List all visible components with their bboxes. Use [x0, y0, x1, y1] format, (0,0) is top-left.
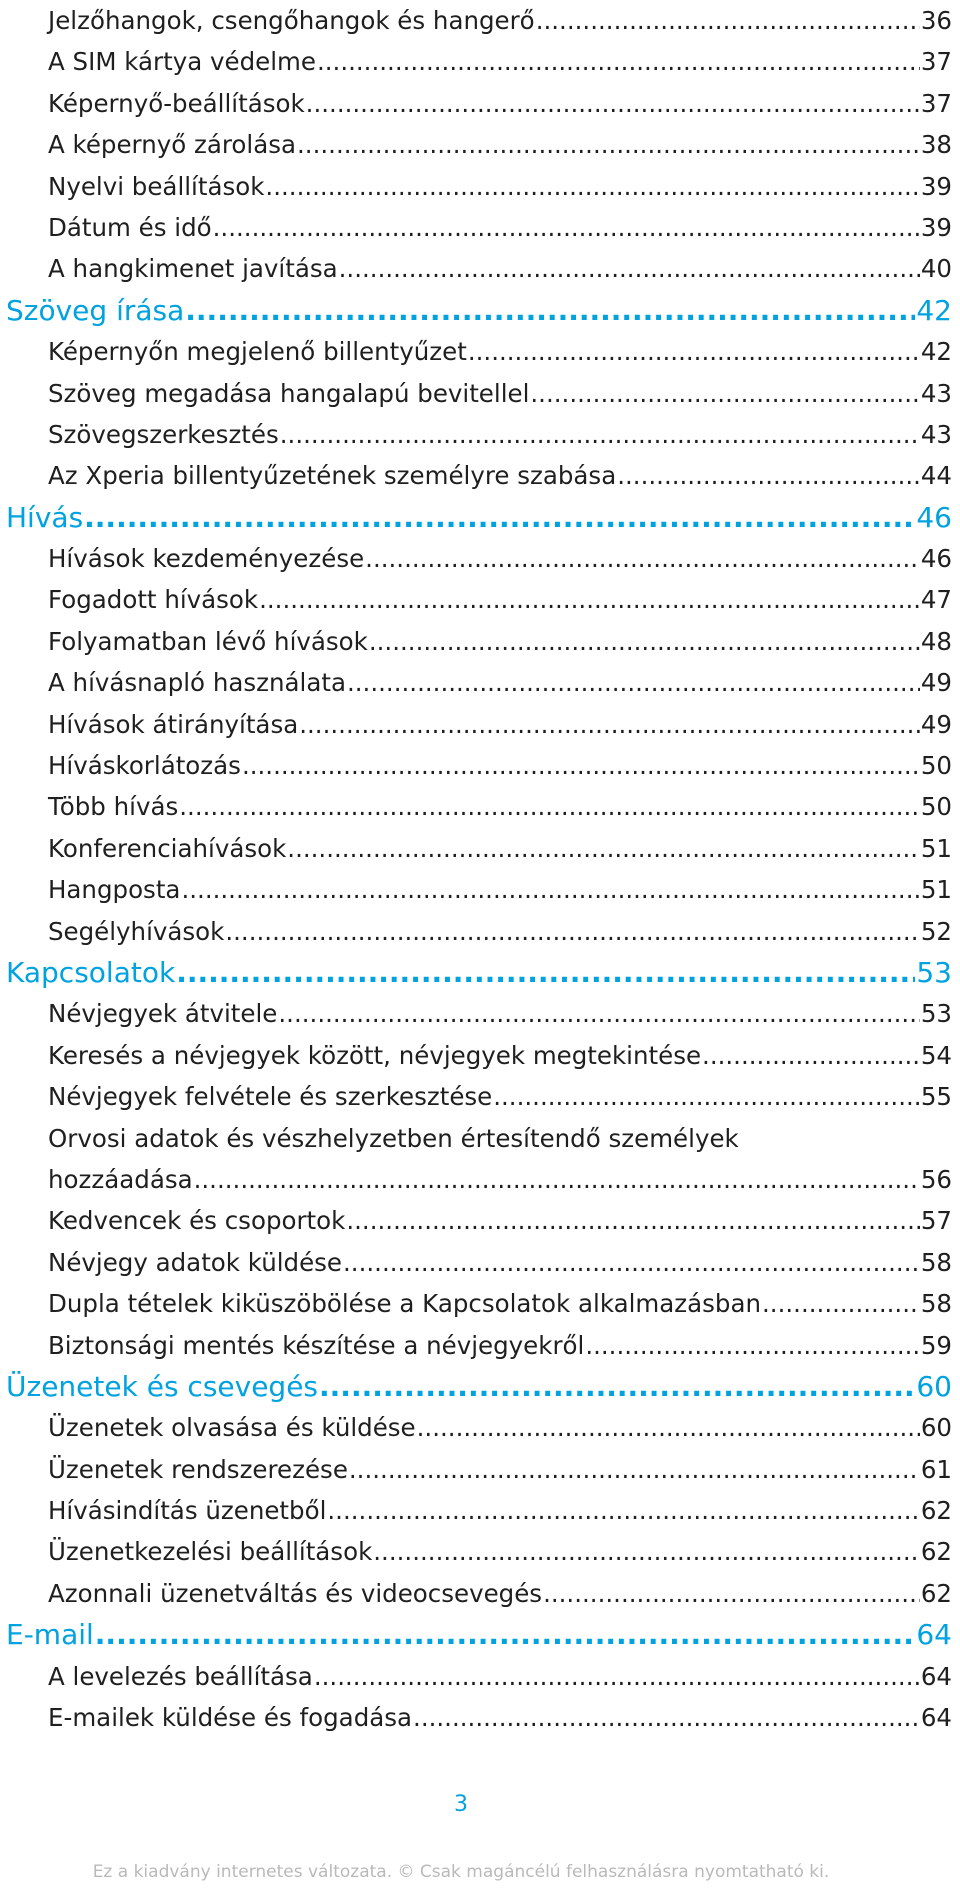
toc-entry-title: Híváskorlátozás [48, 751, 241, 781]
toc-entry-page: 43 [920, 378, 952, 408]
toc-entry[interactable] [6, 1035, 952, 1076]
toc-entry-page: 50 [920, 792, 952, 822]
toc-leader-dots [373, 1531, 920, 1572]
toc-entry[interactable] [6, 911, 952, 952]
toc-entry-page: 46 [920, 544, 952, 574]
toc-entry-title: Üzenetek rendszerezése [48, 1454, 348, 1484]
toc-entry-title: Az Xperia billentyűzetének személyre szabása [48, 461, 617, 491]
toc-leader-dots [181, 869, 919, 910]
toc-section-title: Hívás [6, 500, 84, 534]
toc-entry[interactable] [6, 1283, 952, 1324]
toc-entry-page: 53 [920, 999, 952, 1029]
toc-entry-title: A SIM kártya védelme [48, 47, 316, 77]
toc-entry[interactable] [6, 1656, 952, 1697]
toc-entry-title: Fogadott hívások [48, 585, 259, 615]
toc-entry-page: 64 [920, 1661, 952, 1691]
toc-section-title: Szöveg írása [6, 293, 185, 327]
toc-leader-dots [194, 1159, 920, 1200]
toc-entry[interactable] [6, 248, 952, 289]
toc-entry[interactable] [6, 621, 952, 662]
toc-entry[interactable] [6, 662, 952, 703]
toc-entry-page: 55 [920, 1082, 952, 1112]
toc-leader-dots [468, 331, 920, 372]
toc-entry[interactable] [6, 414, 952, 455]
toc-leader-dots [617, 455, 920, 496]
toc-leader-dots [314, 1656, 920, 1697]
toc-section-page: 53 [916, 955, 952, 989]
toc-entry[interactable] [6, 1697, 952, 1738]
toc-leader-dots [543, 1573, 920, 1614]
toc-entry-page: 39 [920, 212, 952, 242]
footer-note: Ez a kiadvány internetes változata. © Csak magáncélú felhasználásra nyomtatható ki. [92, 1862, 830, 1882]
toc-entry-page: 36 [920, 6, 952, 35]
toc-entry-title: Dupla tételek kiküszöbölése a Kapcsolatok alkalmazásban [48, 1289, 762, 1319]
toc-leader-dots [493, 1076, 920, 1117]
toc-entry[interactable] [6, 1573, 952, 1614]
toc-entry-page: 44 [920, 461, 952, 491]
toc-leader-dots [95, 1614, 916, 1655]
toc-leader-dots [185, 290, 915, 331]
toc-leader-dots [317, 41, 920, 82]
toc-entry-title: Üzenetek olvasása és küldése [48, 1413, 416, 1443]
toc-leader-dots [346, 1200, 919, 1241]
toc-entry[interactable] [6, 745, 952, 786]
toc-entry[interactable] [6, 0, 952, 41]
toc-section-page: 60 [916, 1369, 952, 1403]
toc-leader-dots [347, 662, 920, 703]
toc-section-title: Üzenetek és csevegés [6, 1369, 319, 1403]
toc-entry[interactable] [6, 828, 952, 869]
toc-leader-dots [365, 538, 920, 579]
toc-entry[interactable] [6, 331, 952, 372]
toc-entry-page: 50 [920, 751, 952, 781]
toc-entry-page: 62 [920, 1578, 952, 1608]
toc-entry[interactable] [6, 166, 952, 207]
page-number: 3 [454, 1792, 468, 1817]
toc-section[interactable] [6, 497, 952, 538]
toc-leader-dots [536, 0, 920, 41]
toc-entry-title: Hívásindítás üzenetből [48, 1496, 327, 1526]
toc-leader-dots [299, 704, 920, 745]
toc-entry[interactable] [6, 1407, 952, 1448]
toc-entry[interactable] [6, 869, 952, 910]
toc-entry-title: Szövegszerkesztés [48, 419, 279, 449]
toc-section[interactable] [6, 1366, 952, 1407]
toc-section-title: E-mail [6, 1618, 94, 1652]
toc-entry-title: Folyamatban lévő hívások [48, 626, 368, 656]
toc-leader-dots [417, 1407, 920, 1448]
toc-entry-title: Konferenciahívások [48, 833, 287, 863]
toc-entry-title: Kedvencek és csoportok [48, 1206, 346, 1236]
toc-entry-page: 51 [920, 833, 952, 863]
toc-entry[interactable] [6, 124, 952, 165]
toc-entry-page: 61 [920, 1454, 952, 1484]
toc-entry-title: A hangkimenet javítása [48, 254, 338, 284]
toc-entry[interactable] [6, 1325, 952, 1366]
toc-leader-dots [530, 373, 919, 414]
toc-leader-dots [84, 497, 915, 538]
toc-entry-page: 37 [920, 47, 952, 77]
toc-entry[interactable] [6, 455, 952, 496]
toc-entry-page: 37 [920, 88, 952, 118]
toc-entry[interactable] [6, 1449, 952, 1490]
toc-entry-title: Hangposta [48, 875, 181, 905]
toc-entry-title: Szöveg megadása hangalapú bevitellel [48, 378, 530, 408]
toc-leader-dots [369, 621, 920, 662]
toc-entry-page: 49 [920, 668, 952, 698]
toc-entry-title: Jelzőhangok, csengőhangok és hangerő [48, 6, 535, 35]
toc-leader-dots [287, 828, 920, 869]
toc-entry-page: 57 [920, 1206, 952, 1236]
toc-leader-dots [259, 579, 920, 620]
toc-leader-dots [176, 952, 915, 993]
toc-leader-dots [280, 414, 920, 455]
toc-entry-title: Névjegyek felvétele és szerkesztése [48, 1082, 493, 1112]
toc-entry[interactable] [6, 1076, 952, 1117]
toc-entry-page: 56 [920, 1164, 952, 1194]
toc-entry-title: A képernyő zárolása [48, 130, 297, 160]
toc-entry-title: Keresés a névjegyek között, névjegyek megtekintése [48, 1040, 702, 1070]
toc-entry[interactable] [6, 373, 952, 414]
toc-entry[interactable] [6, 993, 952, 1034]
toc-entry-title: E-mailek küldése és fogadása [48, 1703, 413, 1733]
toc-entry-title: Képernyőn megjelenő billentyűzet [48, 337, 467, 367]
toc-leader-dots [225, 911, 919, 952]
toc-entry[interactable] [6, 1242, 952, 1283]
toc-leader-dots [297, 124, 920, 165]
toc-entry-page: 60 [920, 1413, 952, 1443]
toc-entry-title: Üzenetkezelési beállítások [48, 1537, 373, 1567]
toc-entry-page: 58 [920, 1289, 952, 1319]
toc-section[interactable] [6, 952, 952, 993]
toc-entry-page: 62 [920, 1537, 952, 1567]
toc-leader-dots [339, 248, 920, 289]
toc-entry[interactable] [6, 41, 952, 82]
toc-entry-page: 47 [920, 585, 952, 615]
toc-leader-dots [702, 1035, 920, 1076]
toc-leader-dots [179, 786, 920, 827]
toc-entry[interactable] [6, 1200, 952, 1241]
toc-section-page: 42 [916, 293, 952, 327]
toc-entry-page: 40 [920, 254, 952, 284]
toc-entry[interactable] [6, 538, 952, 579]
toc-entry-page: 59 [920, 1330, 952, 1360]
toc-entry-title: Több hívás [48, 792, 179, 822]
toc-leader-dots [213, 207, 920, 248]
toc-entry[interactable] [6, 207, 952, 248]
toc-entry-page: 49 [920, 709, 952, 739]
toc-entry-page: 39 [920, 171, 952, 201]
toc-entry-first-line[interactable]: Orvosi adatok és vészhelyzetben értesítendő személyek [48, 1123, 739, 1153]
toc-entry-title: Biztonsági mentés készítése a névjegyekről [48, 1330, 585, 1360]
toc-leader-dots [327, 1490, 919, 1531]
toc-entry-page: 62 [920, 1496, 952, 1526]
toc-entry-title: A levelezés beállítása [48, 1661, 313, 1691]
toc-entry-title: Névjegyek átvitele [48, 999, 278, 1029]
toc-entry-page: 54 [920, 1040, 952, 1070]
toc-leader-dots [349, 1449, 920, 1490]
toc-section-page: 46 [916, 500, 952, 534]
toc-entry-page: 38 [920, 130, 952, 160]
toc-entry[interactable] [6, 704, 952, 745]
toc-entry-page: 48 [920, 626, 952, 656]
toc-entry-page: 64 [920, 1703, 952, 1733]
toc-entry[interactable] [6, 786, 952, 827]
toc-leader-dots [319, 1366, 915, 1407]
table-of-contents [6, 0, 952, 1738]
toc-entry-page: 42 [920, 337, 952, 367]
toc-entry-title: Segélyhívások [48, 916, 225, 946]
toc-entry-title: Nyelvi beállítások [48, 171, 265, 201]
toc-leader-dots [343, 1242, 920, 1283]
toc-leader-dots [306, 83, 920, 124]
toc-entry-title: Hívások átirányítása [48, 709, 299, 739]
toc-entry-title: Névjegy adatok küldése [48, 1247, 342, 1277]
toc-entry-page: 58 [920, 1247, 952, 1277]
toc-entry-title: hozzáadása [48, 1164, 193, 1194]
toc-entry[interactable] [6, 579, 952, 620]
toc-entry[interactable] [6, 1159, 952, 1200]
toc-section[interactable] [6, 1614, 952, 1655]
toc-section-page: 64 [916, 1618, 952, 1652]
toc-entry-title: Hívások kezdeményezése [48, 544, 365, 574]
toc-leader-dots [265, 166, 919, 207]
toc-entry[interactable] [6, 1531, 952, 1572]
toc-entry[interactable] [6, 83, 952, 124]
toc-entry-title: Azonnali üzenetváltás és videocsevegés [48, 1578, 543, 1608]
toc-leader-dots [242, 745, 920, 786]
toc-leader-dots [413, 1697, 920, 1738]
toc-entry[interactable] [6, 1490, 952, 1531]
toc-entry-title: Képernyő-beállítások [48, 88, 305, 118]
toc-entry-title: A hívásnapló használata [48, 668, 346, 698]
toc-entry-page: 51 [920, 875, 952, 905]
toc-entry-title: Dátum és idő [48, 212, 212, 242]
toc-leader-dots [278, 993, 919, 1034]
toc-entry-page: 43 [920, 419, 952, 449]
toc-leader-dots [585, 1325, 920, 1366]
toc-leader-dots [762, 1283, 920, 1324]
toc-section[interactable] [6, 290, 952, 331]
toc-section-title: Kapcsolatok [6, 955, 176, 989]
toc-entry-page: 52 [920, 916, 952, 946]
